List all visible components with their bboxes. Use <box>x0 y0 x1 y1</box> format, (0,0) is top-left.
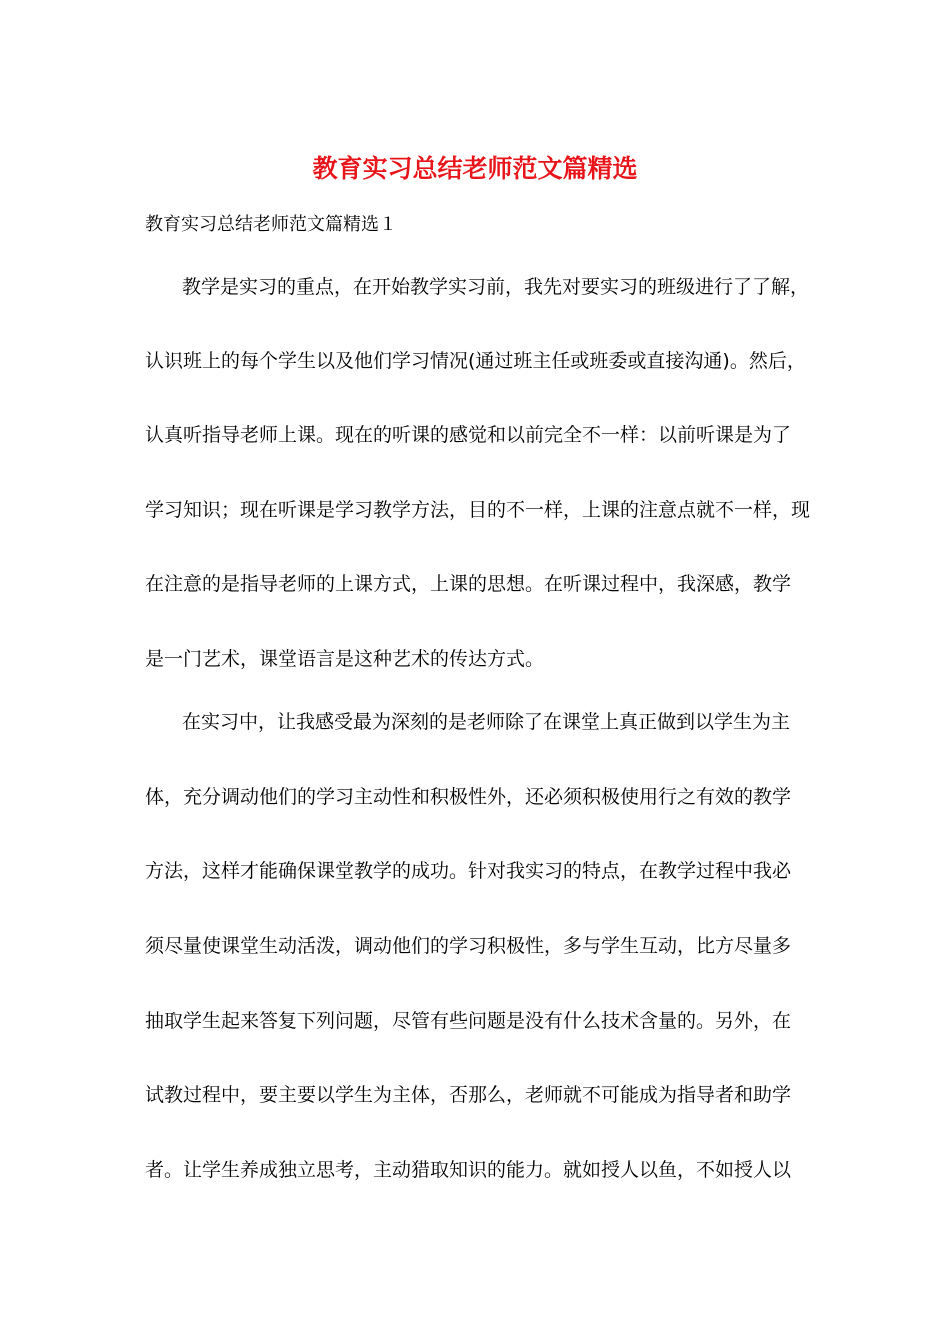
paragraph-2-line-3: 方法，这样才能确保课堂教学的成功。针对我实习的特点，在教学过程中我必 <box>145 860 792 882</box>
document-title: 教育实习总结老师范文篇精选 <box>312 154 638 183</box>
section-heading: 教育实习总结老师范文篇精选１ <box>145 214 397 235</box>
paragraph-2-line-1: 在实习中，让我感受最为深刻的是老师除了在课堂上真正做到以学生为主 <box>182 711 791 733</box>
paragraph-1-line-2: 认识班上的每个学生以及他们学习情况(通过班主任或班委或直接沟通)。然后， <box>145 350 806 372</box>
paragraph-1-line-4: 学习知识；现在听课是学习教学方法，目的不一样，上课的注意点就不一样，现 <box>145 499 811 521</box>
paragraph-1-line-6: 是一门艺术，课堂语言是这种艺术的传达方式。 <box>145 648 545 670</box>
paragraph-1-line-1: 教学是实习的重点，在开始教学实习前，我先对要实习的班级进行了了解， <box>182 276 810 298</box>
paragraph-2-line-7: 者。让学生养成独立思考，主动猎取知识的能力。就如授人以鱼，不如授人以 <box>145 1159 792 1181</box>
paragraph-1-line-5: 在注意的是指导老师的上课方式，上课的思想。在听课过程中，我深感，教学 <box>145 573 792 595</box>
paragraph-2-line-5: 抽取学生起来答复下列问题，尽管有些问题是没有什么技术含量的。另外，在 <box>145 1010 792 1032</box>
paragraph-2-line-2: 体，充分调动他们的学习主动性和积极性外，还必须积极使用行之有效的教学 <box>145 786 792 808</box>
paragraph-2-line-4: 须尽量使课堂生动活泼，调动他们的学习积极性，多与学生互动，比方尽量多 <box>145 935 792 957</box>
paragraph-1-line-3: 认真听指导老师上课。现在的听课的感觉和以前完全不一样：以前听课是为了 <box>145 424 792 446</box>
paragraph-2-line-6: 试教过程中，要主要以学生为主体，否那么，老师就不可能成为指导者和助学 <box>145 1084 792 1106</box>
